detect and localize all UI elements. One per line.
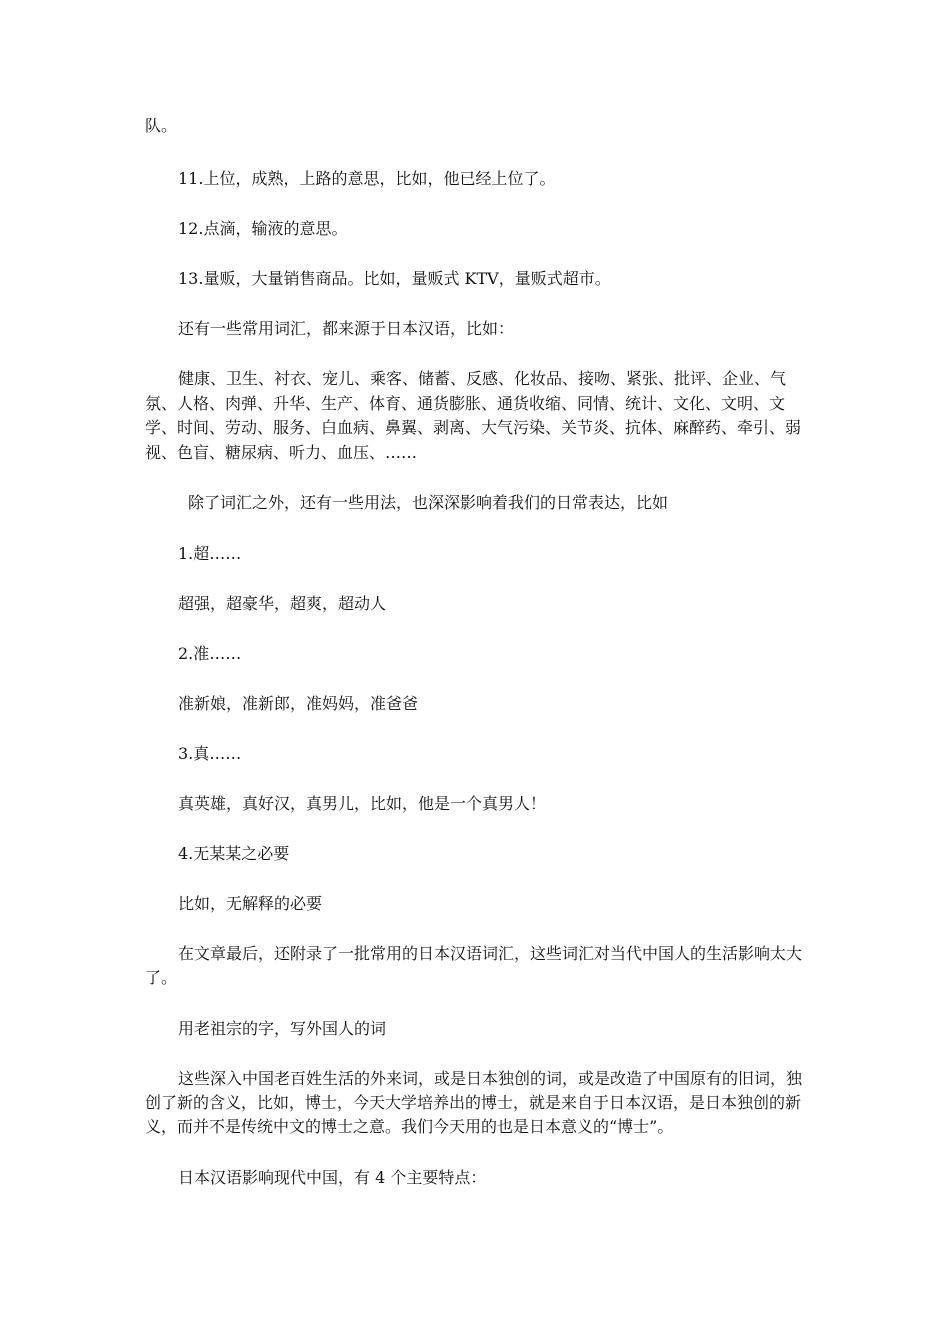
paragraph-usage-3-examples: 真英雄，真好汉，真男儿，比如，他是一个真男人！	[178, 794, 547, 813]
paragraph-four-features: 日本汉语影响现代中国，有 4 个主要特点：	[178, 1168, 487, 1187]
paragraph-section-heading: 用老祖宗的字，写外国人的词	[178, 1019, 387, 1038]
paragraph-item-11: 11.上位，成熟，上路的意思，比如，他已经上位了。	[178, 169, 556, 188]
paragraph-usage-2: 2.准……	[178, 644, 242, 663]
paragraph-vocabulary-list: 健康、卫生、衬衣、宠儿、乘客、储蓄、反感、化妆品、接吻、紧张、批评、企业、气氛、人格、肉弹、升华、生产、体育、通货膨胀、通货收缩、同情、统计、文化、文明、文学、时间、劳动、服务、白血病、鼻翼、剥离、大气污染、关节炎、抗体、麻醉药、牵引、弱视、色盲、糖尿病、听力、血压、……	[145, 369, 802, 462]
paragraph-usage-1-examples: 超强，超豪华，超爽，超动人	[178, 594, 387, 613]
paragraph-item-12: 12.点滴，输液的意思。	[178, 219, 348, 238]
paragraph-intro-vocabulary: 还有一些常用词汇，都来源于日本汉语，比如：	[178, 319, 515, 338]
paragraph-loanwords: 这些深入中国老百姓生活的外来词，或是日本独创的词，或是改造了中国原有的旧词，独创了新的含义，比如，博士，今天大学培养出的博士，就是来自于日本汉语，是日本独创的新义，而并不是传统中文的博士之意。我们今天用的也是日本意义的“博士”。	[145, 1069, 803, 1136]
paragraph-usage-1: 1.超……	[178, 544, 242, 563]
paragraph-usage-4: 4.无某某之必要	[178, 844, 290, 863]
paragraph-item-13: 13.量贩，大量销售商品。比如，量贩式 KTV，量贩式超市。	[178, 269, 611, 288]
paragraph-appendix-note: 在文章最后，还附录了一批常用的日本汉语词汇，这些词汇对当代中国人的生活影响太大了。	[145, 944, 803, 987]
paragraph-continuation: 队。	[145, 116, 178, 135]
paragraph-usage-intro: 除了词汇之外，还有一些用法，也深深影响着我们的日常表达，比如	[188, 493, 669, 512]
paragraph-usage-2-examples: 准新娘，准新郎，准妈妈，准爸爸	[178, 694, 419, 713]
paragraph-usage-3: 3.真……	[178, 744, 242, 763]
paragraph-usage-4-example: 比如，无解释的必要	[178, 894, 323, 913]
